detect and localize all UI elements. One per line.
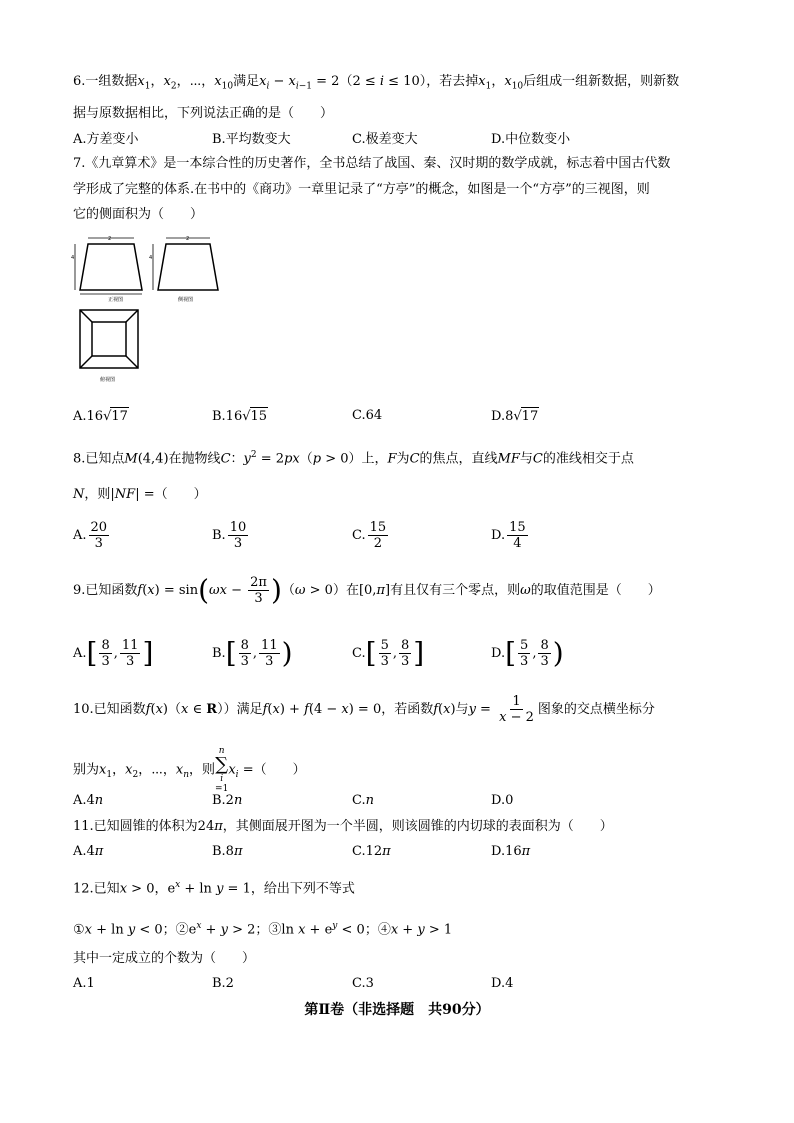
q6-option-a: A.方差变小 <box>73 132 139 147</box>
q12-option-b: B.2 <box>212 976 234 991</box>
dim-top-label: 2 <box>108 236 112 242</box>
dim-height-label: 4 <box>71 255 75 261</box>
q10-option-a: A.4n <box>73 793 104 808</box>
q10-option-d: D.0 <box>491 793 514 808</box>
q12-option-d: D.4 <box>491 976 514 991</box>
q8-line2: N，则|NF| =（ ） <box>73 487 207 502</box>
q11-option-a: A.4π <box>73 844 104 859</box>
q7-line1: 7.《九章算术》是一本综合性的历史著作，全书总结了战国、秦、汉时期的数学成就，标志着中国古代数 <box>73 156 671 171</box>
q11-line1: 11.已知圆锥的体积为24π，其侧面展开图为一个半圆，则该圆锥的内切球的表面积为（ ） <box>73 819 613 834</box>
q9-option-b: B.[ $\frac{8}{3}$ , $\frac{11}{3}$ ) <box>212 636 293 670</box>
q12-option-a: A.1 <box>73 976 95 991</box>
q12-line3: 其中一定成立的个数为（ ） <box>73 951 256 966</box>
q7-option-b: B.16√15 <box>212 409 268 424</box>
side-view <box>153 238 218 290</box>
three-view-figure <box>70 234 230 394</box>
q12-line2: ①x + ln y < 0；$②e^x + y > 2$；③ln $x + e^y < 0$；④x + y > 1 <box>73 921 453 938</box>
q7-option-c: C.64 <box>352 408 383 423</box>
q8-option-c: C. $\frac{15}{2}$ <box>352 520 387 551</box>
q8-line1: 8.已知点M(4,4)在抛物线C：$y^2 = 2px(p > 0)$上，F为C的焦点，直线MF与C的准线相交于点 <box>73 450 634 467</box>
q6-option-b: B.平均数变大 <box>212 132 291 147</box>
q6-line2: 据与原数据相比，下列说法正确的是（ ） <box>73 106 334 121</box>
q10-option-b: B.2n <box>212 793 243 808</box>
q7-option-d: D.8√17 <box>491 409 539 424</box>
q9-option-a: A.[ $\frac{8}{3}$ , $\frac{11}{3}$ ] <box>73 636 154 670</box>
q11-option-b: B.8π <box>212 844 243 859</box>
q6-line1: 6.一组数据$x_1$，$x_2$，⋯，$x_{10}$满足$x_i - x_{i-1} = 2(2 \le i \le 10)$，若去掉$x_1$，$x_{10}$后组成一组新数据，则新数 <box>73 74 680 92</box>
section-heading: 第Ⅱ卷（非选择题 共90分） <box>304 1002 490 1018</box>
q8-option-d: D. $\frac{15}{4}$ <box>491 520 526 551</box>
q11-option-d: D.16π <box>491 844 531 859</box>
top-view-label: 俯视图 <box>100 377 116 383</box>
q7-line2: 学形成了完整的体系.在书中的《商功》一章里记录了“方亭”的概念，如图是一个“方亭”的三视图，则 <box>73 182 650 197</box>
front-view <box>75 238 142 294</box>
q9-option-d: D.[ $\frac{5}{3}$ , $\frac{8}{3}$ ) <box>491 636 564 670</box>
q9-line1: 9.已知函数f(x) = sin(ωx − $\frac{2\pi}{3}$ )（ω > 0）在[0,π]有且仅有三个零点，则ω的取值范围是（ ） <box>73 573 661 607</box>
q7-option-a: A.16√17 <box>73 409 128 424</box>
q6-option-d: D.中位数变小 <box>491 132 571 147</box>
q7-line3: 它的侧面积为（ ） <box>73 207 204 222</box>
q8-option-a: A. $\frac{20}{3}$ <box>73 520 108 551</box>
front-view-label: 正视图 <box>108 297 124 303</box>
q8-option-b: B. $\frac{10}{3}$ <box>212 520 247 551</box>
q10-line1: 10.已知函数f(x)（x ∈ R））满足f(x) + f(4 − x) = 0，若函数f(x)与y = $\frac{1}{x - 2}$ 图象的交点横坐标分 <box>73 694 655 725</box>
q10-line2: 别为$x_1$，$x_2$，⋯，$x_n$，则 n ∑ i $=1x_i$ =（ ） <box>73 746 306 794</box>
q11-option-c: C.12π <box>352 844 391 859</box>
q9-option-c: C.[ $\frac{5}{3}$ , $\frac{8}{3}$ ] <box>352 636 425 670</box>
q10-option-c: C.n <box>352 793 374 808</box>
q12-line1: 12.已知x > 0，$e^x + \ln y = 1$，给出下列不等式 <box>73 880 355 897</box>
side-view-label: 侧视图 <box>178 297 194 303</box>
side-dim-top-label: 2 <box>186 236 190 242</box>
side-dim-height-label: 4 <box>149 255 153 261</box>
q12-option-c: C.3 <box>352 976 374 991</box>
q6-option-c: C.极差变大 <box>352 132 418 147</box>
top-view <box>80 310 138 368</box>
